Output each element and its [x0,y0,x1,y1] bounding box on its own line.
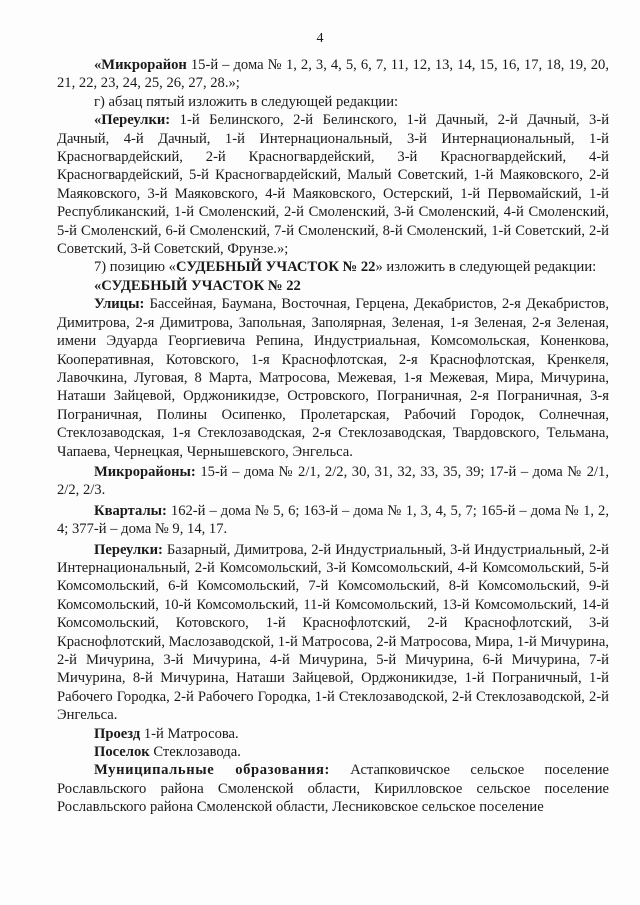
section-heading [57,277,609,295]
paragraph-microdistricts [57,463,609,500]
paragraph-lead: Кварталы: [94,502,167,519]
paragraph-lead: Улицы: [94,296,145,313]
paragraph-lanes [57,111,609,258]
paragraph-text: » изложить в следующей редакции: [375,259,597,276]
paragraph-lanes-22 [57,541,609,725]
paragraph-text: 1-й Матросова. [140,725,239,742]
paragraph-text: Бассейная, Баумана, Восточная, Герцена, Декабристов, 2-я Декабристов, Димитрова, 2-я Димитрова, Запольная, Заполярная, Зеленая, 1-я Зеленая, 2-я Зеленая, имени Эдуарда Георгиевича Репина, Индустриальная, Комсомольская, Коненкова, Кооперативная, Котовского, 1-я Краснофлотская, 2-я Краснофлотская, Кренкеля, Лавочкина, Луговая, 8 Марта, Матросова, Межевая, 1-я Межевая, Мира, Мичурина, Наташи Зайцевой, Орджоникидзе, Островского, Пограничная, 2-я Пограничная, 3-я Пограничная, Полины Осипенко, Пролетарская, Рабочий Городок, Солнечная, Стеклозаводская, 1-я Стеклозаводская, 2-я Стеклозаводская, Твардовского, Тельмана, Чапаева, Чернецкая, Чернышевского, Энгельса. [57,296,609,460]
paragraph-lead: Поселок [94,744,150,761]
paragraph-microdistrict [57,56,609,93]
paragraph-lead: «Микрорайон [94,57,187,73]
paragraph-lead: Муниципальные образования: [94,762,330,779]
paragraph-position [57,258,609,276]
document-body [57,56,609,817]
heading-text: «СУДЕБНЫЙ УЧАСТОК № 22 [94,277,301,294]
paragraph-passage [57,725,609,743]
paragraph-text: Базарный, Димитрова, 2-й Индустриальный, 3-й Индустриальный, 2-й Интернациональный, 2-й Комсомольский, 3-й Комсомольский, 4-й Комсомольский, 5-й Комсомольский, 6-й Комсомольский, 7-й Комсомольский, 8-й Комсомольский, 9-й Комсомольский, 10-й Комсомольский, 11-й Комсомольский, 13-й Комсомольский, 14-й Комсомольский, Котовского, 1-й Краснофлотский, 2-й Краснофлотский, 3-й Краснофлотский, Маслозаводской, 1-й Матросова, 2-й Матросова, Мира, 1-й Мичурина, 2-й Мичурина, 3-й Мичурина, 4-й Мичурина, 5-й Мичурина, 6-й Мичурина, 7-й Мичурина, 8-й Мичурина, Наташи Зайцевой, Орджоникидзе, 1-й Пограничный, 1-й Рабочего Городка, 2-й Рабочего Городка, 1-й Стеклозаводской, 2-й Стеклозаводской, 2-й Энгельса. [57,541,609,724]
paragraph-instruction [57,93,609,111]
page-number: 4 [316,31,324,46]
paragraph-lead: «Переулки: [94,112,171,129]
paragraph-text: г) абзац пятый изложить в следующей редакции: [94,93,399,110]
paragraph-text: 15-й – дома № 1, 2, 3, 4, 5, 6, 7, 11, 12, 13, 14, 15, 16, 17, 18, 19, 20, 21, 22, 23, 24, 25, 26, 27, 28.»; [57,57,609,92]
paragraph-text: 162-й – дома № 5, 6; 163-й – дома № 1, 3, 4, 5, 7; 165-й – дома № 1, 2, 4; 377-й – дома № 9, 14, 17. [57,502,609,538]
paragraph-settlement [57,743,609,761]
paragraph-lead: Микрорайоны: [94,463,196,480]
paragraph-lead: СУДЕБНЫЙ УЧАСТОК № 22 [175,259,376,276]
paragraph-quarters [57,502,609,539]
paragraph-text: 15-й – дома № 2/1, 2/2, 30, 31, 32, 33, 35, 39; 17-й – дома № 2/1, 2/2, 2/3. [57,463,609,499]
paragraph-municipalities [57,761,609,816]
paragraph-text: 1-й Белинского, 2-й Белинского, 1-й Дачный, 2-й Дачный, 3-й Дачный, 4-й Дачный, 1-й Интернациональный, 3-й Интернациональный, 1-й Красногвардейский, 2-й Красногвардейский, 3-й Красногвардейский, 4-й Красногвардейский, 5-й Красногвардейский, Малый Советский, 1-й Маяковского, 2-й Маяковского, 3-й Маяковского, 4-й Маяковского, Остерский, 1-й Первомайский, 1-й Республиканский, 1-й Смоленский, 2-й Смоленский, 3-й Смоленский, 4-й Смоленский, 5-й Смоленский, 6-й Смоленский, 7-й Смоленский, 8-й Смоленский, 1-й Советский, 2-й Советский, 3-й Советский, Фрунзе.»; [57,112,609,258]
paragraph-streets [57,295,609,461]
paragraph-text: Астапковичское сельское поселение Рославльского района Смоленской области, Кирилловское сельское поселение Рославльского района Смоленской области, Лесниковское сельское поселение [57,762,610,816]
paragraph-lead: Проезд [94,725,141,742]
paragraph-text: Стеклозавода. [149,744,241,761]
paragraph-text: 7) позицию « [94,259,176,276]
paragraph-lead: Переулки: [94,541,163,558]
